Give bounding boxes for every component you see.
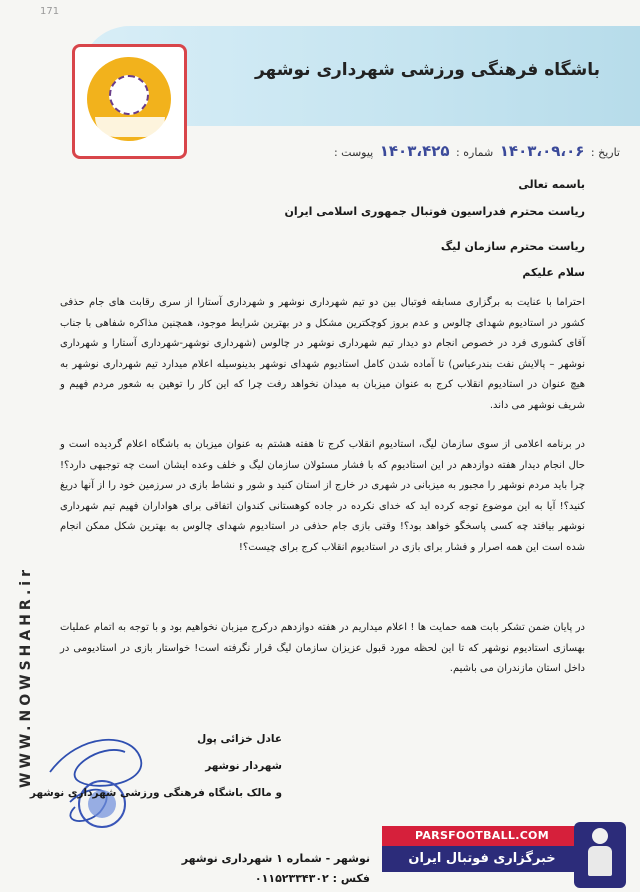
date-label: تاریخ : (590, 146, 620, 159)
footer-phone: فکس : ۰۱۱۵۲۳۳۴۳۰۲ (254, 872, 370, 885)
scan-corner-mark: 171 (40, 6, 60, 17)
signer-title: و مالک باشگاه فرهنگی ورزشی شهرداری نوشهر (29, 787, 282, 799)
paragraph-1: احتراما با عنایت به برگزاری مسابقه فوتبال بین دو تیم شهرداری نوشهر و شهرداری آستارا از سری رقابت های جام حذفی کشور در استادیوم شهدای چالوس و عدم بروز کوچکترین مشکل و در بهترین شرایط موجود، همچنین مذاکره شفاهی با جناب آقای کشوری فرد در خصوص انجام دو دیدار تیم شهرداری نوشهر در چالوس (شهرداری نوشهر-شهرداری آستارا و شهرداری نوشهر – پالایش نفت بندرعباس) تا آماده شدن کامل استادیوم شهدای نوشهر بدینوسیله اعلام میدارد تیم شهرداری نوشهر به هیچ عنوان در استادیوم انقلاب کرج به عنوان میزبان به میدان نخواهد رفت چرا که این کار را توهین به شعور مردم فهیم و شریف نوشهر می داند. (60, 297, 585, 411)
player-silhouette-icon (574, 822, 626, 888)
paragraph-2: در برنامه اعلامی از سوی سازمان لیگ، استادیوم انقلاب کرج تا هفته هشتم به عنوان میزبان به باشگاه اعلام گردیده است و حال انجام دیدار هفته دوازدهم در این استادیوم که با فشار مسئولان سازمان لیگ و خلف وعده ایشان است چه توجیهی دارد؟! چرا باید مردم نوشهر را مجبور به میزبانی در شهری در خارج از استان کنید و شور و نشاط بازی در سرزمین خود را از آنها دریغ کنید؟! آیا به این موضوع توجه کرده اید که خدای نکرده در جاده کوهستانی کندوان اتفاقی برای هواداران فهیم تیم شهرداری نوشهر بیافتد چه کسی پاسخگو خواهد بود؟! وقتی بازی جام حذفی در استادیوم شهدای چالوس به بهترین شکل ممکن انجام شده است این همه اصرار و فشار برای بازی در استادیوم انقلاب کرج برای چیست؟! (60, 439, 585, 553)
signature-block (30, 726, 282, 807)
recipient-league: ریاست محترم سازمان لیگ (440, 240, 585, 253)
attachment-label: پیوست : (333, 146, 374, 159)
letterhead-title: باشگاه فرهنگی ورزشی شهرداری نوشهر (254, 60, 600, 80)
signer-role: شهردار نوشهر (205, 760, 282, 772)
letter-meta-line (334, 142, 620, 160)
footer-address: نوشهر - شماره ۱ شهرداری نوشهر (181, 852, 370, 865)
signer-name: عادل خزائی پول (197, 733, 282, 745)
club-logo (72, 44, 187, 159)
salutation: باسمه تعالی (518, 178, 585, 191)
date-value: ۱۴۰۳،۰۹،۰۶ (499, 142, 585, 160)
recipient-federation: ریاست محترم فدراسیون فوتبال جمهوری اسلامی ایران (284, 205, 585, 218)
paragraph-3: در پایان ضمن تشکر بابت همه حمایت ها ! اعلام میداریم در هفته دوازدهم درکرج میزبان نخواهیم بود و با توجه به اتمام عملیات بهسازی استادیوم نوشهر که تا این لحظه مورد قبول عزیزان سازمان لیگ قرار نگرفته است! خواستار بازی در استادیومی در داخل استان مازندران می باشیم. (60, 622, 585, 674)
parsfootball-banner: PARSFOOTBALL.COM (382, 826, 582, 846)
parsfootball-tagline: خبرگزاری فوتبال ایران (382, 846, 582, 872)
number-label: شماره : (456, 146, 494, 159)
side-watermark-url: WWW.NOWSHAHR.ir (18, 566, 34, 788)
number-value: ۱۴۰۳،۴۲۵ (379, 142, 450, 160)
greeting: سلام علیکم (522, 266, 585, 279)
logo-emblem-icon (87, 57, 171, 141)
